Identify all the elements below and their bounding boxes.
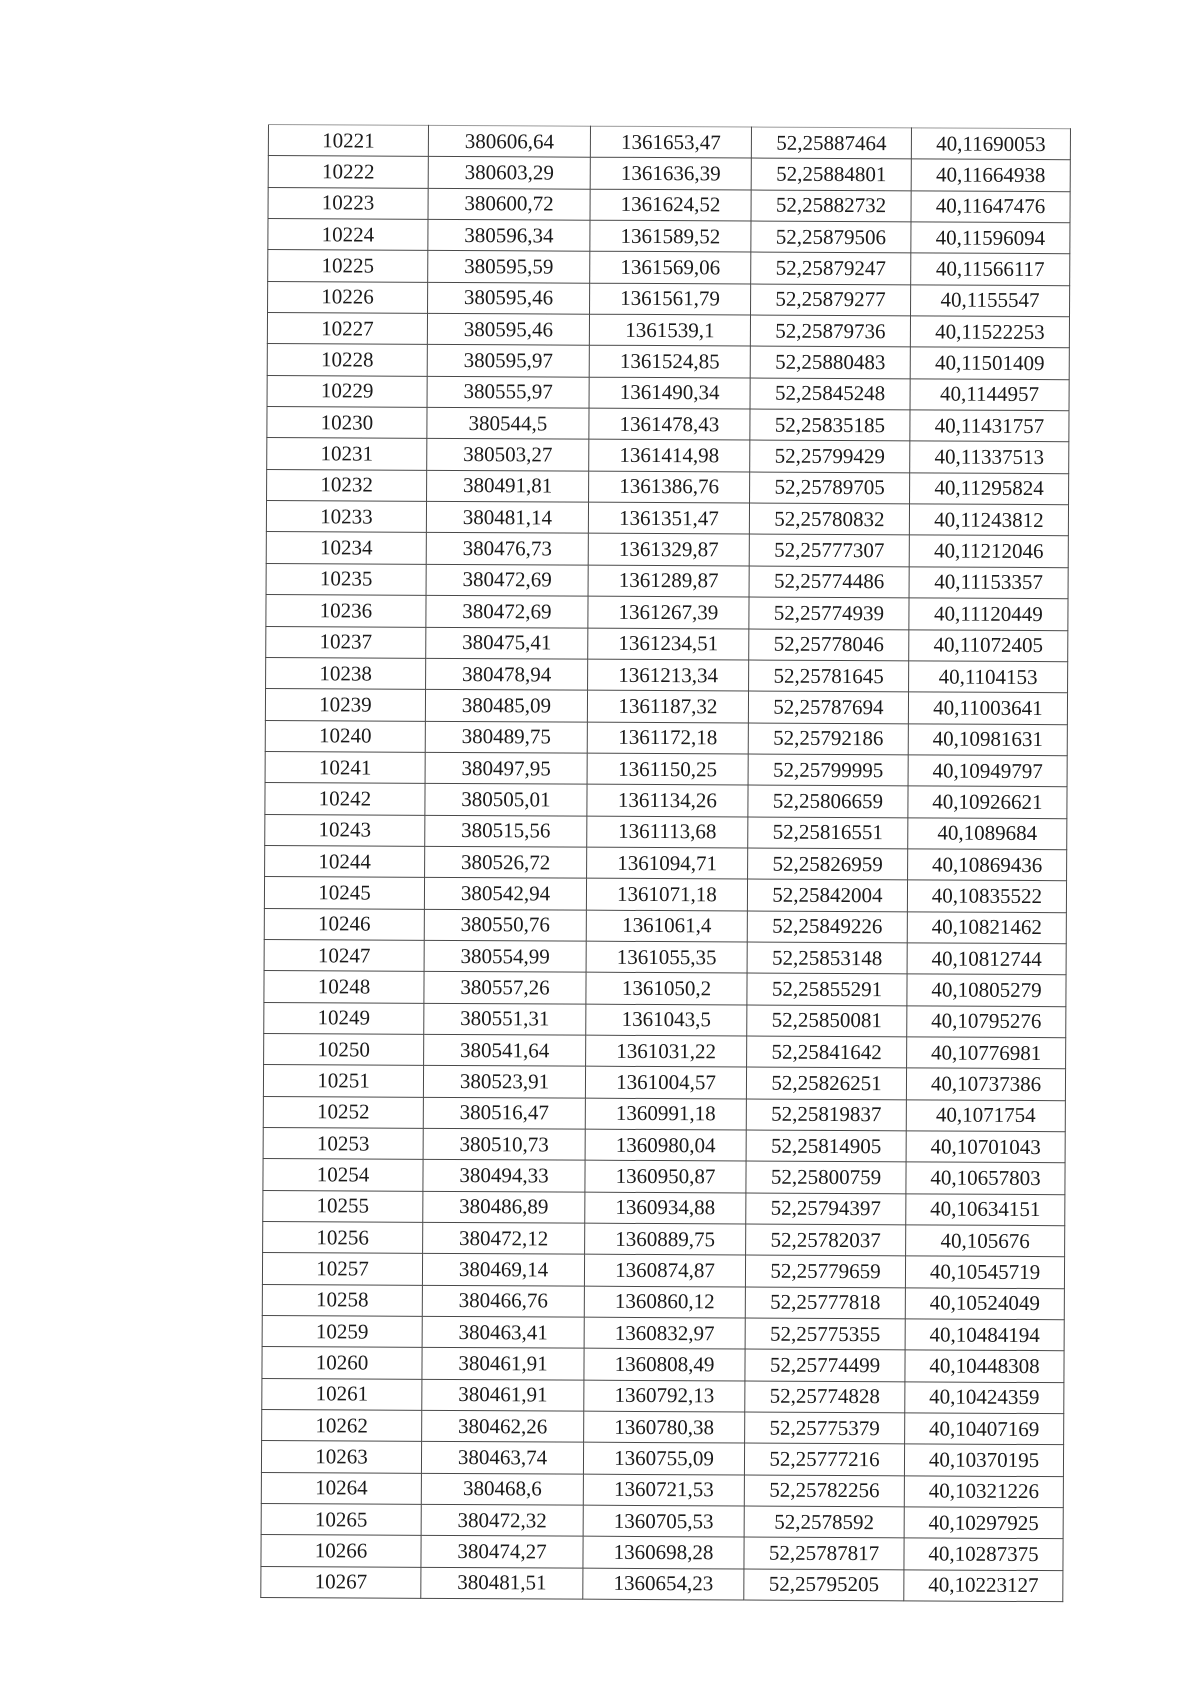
y-coordinate-cell: 1361172,18 xyxy=(587,722,748,754)
longitude-cell: 40,10812744 xyxy=(907,943,1066,975)
y-coordinate-cell: 1360654,23 xyxy=(583,1568,744,1600)
longitude-cell: 40,10484194 xyxy=(905,1319,1064,1351)
point-number-cell: 10259 xyxy=(262,1316,422,1348)
point-number-cell: 10260 xyxy=(262,1347,422,1379)
longitude-cell: 40,10287375 xyxy=(904,1538,1063,1570)
table-row xyxy=(264,939,1066,975)
x-coordinate-cell: 380596,34 xyxy=(428,219,590,251)
longitude-cell: 40,10297925 xyxy=(904,1507,1063,1539)
table-row xyxy=(266,532,1068,568)
x-coordinate-cell: 380468,6 xyxy=(421,1473,583,1505)
point-number-cell: 10241 xyxy=(265,751,425,783)
longitude-cell: 40,1104153 xyxy=(909,661,1068,693)
x-coordinate-cell: 380476,73 xyxy=(426,533,588,565)
longitude-cell: 40,10981631 xyxy=(908,723,1067,755)
latitude-cell: 52,25855291 xyxy=(747,973,907,1005)
point-number-cell: 10238 xyxy=(266,657,426,689)
x-coordinate-cell: 380489,75 xyxy=(425,721,587,753)
x-coordinate-cell: 380595,46 xyxy=(427,313,589,345)
point-number-cell: 10233 xyxy=(266,501,426,533)
table-row xyxy=(268,125,1070,161)
x-coordinate-cell: 380510,73 xyxy=(423,1128,585,1160)
longitude-cell: 40,10869436 xyxy=(908,849,1067,881)
y-coordinate-cell: 1360980,04 xyxy=(585,1129,746,1161)
x-coordinate-cell: 380595,97 xyxy=(427,345,589,377)
point-number-cell: 10235 xyxy=(266,563,426,595)
y-coordinate-cell: 1360792,13 xyxy=(584,1380,745,1412)
y-coordinate-cell: 1360991,18 xyxy=(585,1098,746,1130)
y-coordinate-cell: 1360950,87 xyxy=(585,1161,746,1193)
longitude-cell: 40,1155547 xyxy=(911,285,1070,317)
y-coordinate-cell: 1360934,88 xyxy=(585,1192,746,1224)
table-row xyxy=(264,877,1066,913)
point-number-cell: 10252 xyxy=(263,1096,423,1128)
y-coordinate-cell: 1361478,43 xyxy=(589,408,750,440)
x-coordinate-cell: 380595,59 xyxy=(428,251,590,283)
longitude-cell: 40,1144957 xyxy=(910,379,1069,411)
longitude-cell: 40,11566117 xyxy=(911,253,1070,285)
x-coordinate-cell: 380462,26 xyxy=(422,1410,584,1442)
point-number-cell: 10264 xyxy=(261,1472,421,1504)
longitude-cell: 40,11501409 xyxy=(910,347,1069,379)
x-coordinate-cell: 380466,76 xyxy=(422,1285,584,1317)
longitude-cell: 40,10926621 xyxy=(908,786,1067,818)
latitude-cell: 52,25884801 xyxy=(751,158,911,190)
x-coordinate-cell: 380475,41 xyxy=(426,627,588,659)
longitude-cell: 40,1071754 xyxy=(906,1100,1065,1132)
point-number-cell: 10266 xyxy=(261,1535,421,1567)
table-row xyxy=(266,501,1068,537)
x-coordinate-cell: 380554,99 xyxy=(424,940,586,972)
longitude-cell: 40,105676 xyxy=(906,1225,1065,1257)
latitude-cell: 52,25787817 xyxy=(744,1537,904,1569)
latitude-cell: 52,25782037 xyxy=(746,1224,906,1256)
longitude-cell: 40,10524049 xyxy=(905,1288,1064,1320)
table-row xyxy=(262,1316,1064,1352)
table-row xyxy=(268,281,1070,317)
x-coordinate-cell: 380461,91 xyxy=(422,1379,584,1411)
x-coordinate-cell: 380606,64 xyxy=(428,125,590,157)
longitude-cell: 40,11003641 xyxy=(908,692,1067,724)
point-number-cell: 10256 xyxy=(263,1222,423,1254)
latitude-cell: 52,25777307 xyxy=(749,534,909,566)
latitude-cell: 52,25835185 xyxy=(750,409,910,441)
x-coordinate-cell: 380472,12 xyxy=(423,1222,585,1254)
longitude-cell: 40,10448308 xyxy=(905,1350,1064,1382)
coordinates-table xyxy=(260,124,1071,1602)
x-coordinate-cell: 380497,95 xyxy=(425,752,587,784)
y-coordinate-cell: 1360705,53 xyxy=(583,1505,744,1537)
longitude-cell: 40,11664938 xyxy=(911,159,1070,191)
x-coordinate-cell: 380503,27 xyxy=(427,439,589,471)
point-number-cell: 10249 xyxy=(264,1002,424,1034)
x-coordinate-cell: 380494,33 xyxy=(423,1160,585,1192)
y-coordinate-cell: 1361589,52 xyxy=(590,220,751,252)
table-row xyxy=(266,657,1068,693)
point-number-cell: 10251 xyxy=(263,1065,423,1097)
table-row xyxy=(268,187,1070,223)
y-coordinate-cell: 1361187,32 xyxy=(587,690,748,722)
longitude-cell: 40,10805279 xyxy=(907,974,1066,1006)
table-row xyxy=(267,313,1069,349)
longitude-cell: 40,10321226 xyxy=(904,1476,1063,1508)
latitude-cell: 52,25816551 xyxy=(748,817,908,849)
point-number-cell: 10226 xyxy=(268,281,428,313)
latitude-cell: 52,25853148 xyxy=(747,942,907,974)
point-number-cell: 10247 xyxy=(264,939,424,971)
y-coordinate-cell: 1360780,38 xyxy=(584,1411,745,1443)
table-row xyxy=(266,626,1068,662)
x-coordinate-cell: 380550,76 xyxy=(424,909,586,941)
y-coordinate-cell: 1360698,28 xyxy=(583,1537,744,1569)
point-number-cell: 10239 xyxy=(265,689,425,721)
x-coordinate-cell: 380486,89 xyxy=(423,1191,585,1223)
point-number-cell: 10225 xyxy=(268,250,428,282)
x-coordinate-cell: 380485,09 xyxy=(425,690,587,722)
y-coordinate-cell: 1361561,79 xyxy=(590,283,751,315)
y-coordinate-cell: 1361213,34 xyxy=(588,659,749,691)
x-coordinate-cell: 380526,72 xyxy=(425,846,587,878)
y-coordinate-cell: 1361031,22 xyxy=(586,1035,747,1067)
table-row xyxy=(264,908,1066,944)
longitude-cell: 40,10821462 xyxy=(907,911,1066,943)
point-number-cell: 10223 xyxy=(268,187,428,219)
longitude-cell: 40,11120449 xyxy=(909,598,1068,630)
point-number-cell: 10237 xyxy=(266,626,426,658)
latitude-cell: 52,25781645 xyxy=(749,660,909,692)
longitude-cell: 40,10835522 xyxy=(907,880,1066,912)
y-coordinate-cell: 1361524,85 xyxy=(589,346,750,378)
y-coordinate-cell: 1361061,4 xyxy=(586,910,747,942)
point-number-cell: 10227 xyxy=(267,313,427,345)
latitude-cell: 52,25826959 xyxy=(748,848,908,880)
table-row xyxy=(261,1566,1063,1602)
latitude-cell: 52,25819837 xyxy=(746,1099,906,1131)
latitude-cell: 52,25879736 xyxy=(750,315,910,347)
y-coordinate-cell: 1361414,98 xyxy=(589,440,750,472)
table-row xyxy=(262,1378,1064,1414)
point-number-cell: 10245 xyxy=(264,877,424,909)
point-number-cell: 10250 xyxy=(264,1033,424,1065)
table-row xyxy=(264,971,1066,1007)
point-number-cell: 10253 xyxy=(263,1127,423,1159)
y-coordinate-cell: 1361234,51 xyxy=(588,628,749,660)
longitude-cell: 40,10657803 xyxy=(906,1162,1065,1194)
y-coordinate-cell: 1361490,34 xyxy=(589,377,750,409)
table-row xyxy=(266,563,1068,599)
point-number-cell: 10265 xyxy=(261,1504,421,1536)
y-coordinate-cell: 1361624,52 xyxy=(590,189,751,221)
table-row xyxy=(263,1096,1065,1132)
table-row xyxy=(262,1410,1064,1446)
table-row xyxy=(267,438,1069,474)
latitude-cell: 52,25800759 xyxy=(746,1161,906,1193)
table-row xyxy=(265,845,1067,881)
point-number-cell: 10221 xyxy=(268,125,428,157)
table-row xyxy=(265,689,1067,725)
y-coordinate-cell: 1360889,75 xyxy=(585,1223,746,1255)
x-coordinate-cell: 380603,29 xyxy=(428,157,590,189)
longitude-cell: 40,11243812 xyxy=(909,504,1068,536)
table-row xyxy=(265,751,1067,787)
point-number-cell: 10267 xyxy=(261,1566,421,1598)
latitude-cell: 52,25779659 xyxy=(745,1255,905,1287)
longitude-cell: 40,11596094 xyxy=(911,222,1070,254)
table-row xyxy=(267,469,1069,505)
latitude-cell: 52,25774939 xyxy=(749,597,909,629)
point-number-cell: 10261 xyxy=(262,1378,422,1410)
longitude-cell: 40,10223127 xyxy=(904,1570,1063,1602)
latitude-cell: 52,25775355 xyxy=(745,1318,905,1350)
y-coordinate-cell: 1360808,49 xyxy=(584,1349,745,1381)
y-coordinate-cell: 1361289,87 xyxy=(588,565,749,597)
y-coordinate-cell: 1360832,97 xyxy=(584,1317,745,1349)
x-coordinate-cell: 380481,51 xyxy=(421,1567,583,1599)
longitude-cell: 40,11431757 xyxy=(910,410,1069,442)
x-coordinate-cell: 380544,5 xyxy=(427,407,589,439)
x-coordinate-cell: 380542,94 xyxy=(424,878,586,910)
point-number-cell: 10254 xyxy=(263,1159,423,1191)
x-coordinate-cell: 380557,26 xyxy=(424,972,586,1004)
table-row xyxy=(267,375,1069,411)
point-number-cell: 10242 xyxy=(265,783,425,815)
latitude-cell: 52,25879277 xyxy=(751,284,911,316)
point-number-cell: 10228 xyxy=(267,344,427,376)
latitude-cell: 52,25806659 xyxy=(748,785,908,817)
latitude-cell: 52,25789705 xyxy=(750,472,910,504)
y-coordinate-cell: 1361150,25 xyxy=(587,753,748,785)
longitude-cell: 40,10545719 xyxy=(905,1256,1064,1288)
x-coordinate-cell: 380472,69 xyxy=(426,564,588,596)
point-number-cell: 10244 xyxy=(265,845,425,877)
latitude-cell: 52,25777216 xyxy=(744,1443,904,1475)
latitude-cell: 52,25778046 xyxy=(749,629,909,661)
point-number-cell: 10258 xyxy=(262,1284,422,1316)
latitude-cell: 52,2578592 xyxy=(744,1506,904,1538)
latitude-cell: 52,25795205 xyxy=(744,1569,904,1601)
x-coordinate-cell: 380523,91 xyxy=(423,1066,585,1098)
y-coordinate-cell: 1361134,26 xyxy=(587,784,748,816)
latitude-cell: 52,25849226 xyxy=(747,911,907,943)
point-number-cell: 10248 xyxy=(264,971,424,1003)
x-coordinate-cell: 380505,01 xyxy=(425,784,587,816)
y-coordinate-cell: 1361071,18 xyxy=(586,878,747,910)
point-number-cell: 10232 xyxy=(267,469,427,501)
x-coordinate-cell: 380600,72 xyxy=(428,188,590,220)
latitude-cell: 52,25841642 xyxy=(747,1036,907,1068)
y-coordinate-cell: 1361055,35 xyxy=(586,941,747,973)
latitude-cell: 52,25799995 xyxy=(748,754,908,786)
table-row xyxy=(261,1535,1063,1571)
longitude-cell: 40,11690053 xyxy=(911,128,1070,160)
x-coordinate-cell: 380481,14 xyxy=(426,501,588,533)
table-row xyxy=(261,1472,1063,1508)
point-number-cell: 10257 xyxy=(262,1253,422,1285)
x-coordinate-cell: 380595,46 xyxy=(428,282,590,314)
latitude-cell: 52,25774486 xyxy=(749,566,909,598)
longitude-cell: 40,1089684 xyxy=(908,817,1067,849)
x-coordinate-cell: 380478,94 xyxy=(426,658,588,690)
table-row xyxy=(264,1002,1066,1038)
point-number-cell: 10222 xyxy=(268,156,428,188)
table-row xyxy=(263,1190,1065,1226)
table-row xyxy=(262,1253,1064,1289)
point-number-cell: 10224 xyxy=(268,219,428,251)
longitude-cell: 40,10701043 xyxy=(906,1131,1065,1163)
latitude-cell: 52,25799429 xyxy=(750,440,910,472)
table-row xyxy=(268,156,1070,192)
longitude-cell: 40,10795276 xyxy=(907,1005,1066,1037)
longitude-cell: 40,10407169 xyxy=(905,1413,1064,1445)
longitude-cell: 40,11337513 xyxy=(910,441,1069,473)
longitude-cell: 40,11522253 xyxy=(910,316,1069,348)
y-coordinate-cell: 1360721,53 xyxy=(583,1474,744,1506)
table-row xyxy=(263,1159,1065,1195)
x-coordinate-cell: 380463,41 xyxy=(422,1316,584,1348)
y-coordinate-cell: 1361004,57 xyxy=(585,1066,746,1098)
y-coordinate-cell: 1361386,76 xyxy=(589,471,750,503)
x-coordinate-cell: 380491,81 xyxy=(427,470,589,502)
x-coordinate-cell: 380469,14 xyxy=(422,1254,584,1286)
latitude-cell: 52,25782256 xyxy=(744,1475,904,1507)
y-coordinate-cell: 1361050,2 xyxy=(586,972,747,1004)
latitude-cell: 52,25845248 xyxy=(750,378,910,410)
longitude-cell: 40,11153357 xyxy=(909,567,1068,599)
latitude-cell: 52,25850081 xyxy=(747,1005,907,1037)
table-row xyxy=(268,219,1070,255)
x-coordinate-cell: 380474,27 xyxy=(421,1536,583,1568)
latitude-cell: 52,25774828 xyxy=(745,1381,905,1413)
table-row xyxy=(267,407,1069,443)
y-coordinate-cell: 1361539,1 xyxy=(589,314,750,346)
x-coordinate-cell: 380516,47 xyxy=(423,1097,585,1129)
point-number-cell: 10246 xyxy=(264,908,424,940)
table-row xyxy=(263,1127,1065,1163)
latitude-cell: 52,25777818 xyxy=(745,1287,905,1319)
latitude-cell: 52,25880483 xyxy=(750,346,910,378)
longitude-cell: 40,10370195 xyxy=(904,1444,1063,1476)
x-coordinate-cell: 380515,56 xyxy=(425,815,587,847)
latitude-cell: 52,25775379 xyxy=(745,1412,905,1444)
y-coordinate-cell: 1361043,5 xyxy=(586,1004,747,1036)
y-coordinate-cell: 1361094,71 xyxy=(587,847,748,879)
latitude-cell: 52,25826251 xyxy=(746,1067,906,1099)
y-coordinate-cell: 1360874,87 xyxy=(584,1255,745,1287)
x-coordinate-cell: 380551,31 xyxy=(424,1003,586,1035)
latitude-cell: 52,25780832 xyxy=(749,503,909,535)
longitude-cell: 40,11647476 xyxy=(911,191,1070,223)
latitude-cell: 52,25879506 xyxy=(751,221,911,253)
point-number-cell: 10263 xyxy=(261,1441,421,1473)
latitude-cell: 52,25879247 xyxy=(751,252,911,284)
point-number-cell: 10255 xyxy=(263,1190,423,1222)
table-row xyxy=(263,1222,1065,1258)
longitude-cell: 40,10634151 xyxy=(906,1194,1065,1226)
point-number-cell: 10262 xyxy=(262,1410,422,1442)
table-row xyxy=(262,1347,1064,1383)
coordinates-table-body xyxy=(261,125,1071,1602)
point-number-cell: 10236 xyxy=(266,595,426,627)
longitude-cell: 40,11295824 xyxy=(910,473,1069,505)
y-coordinate-cell: 1361267,39 xyxy=(588,596,749,628)
latitude-cell: 52,25842004 xyxy=(747,879,907,911)
point-number-cell: 10234 xyxy=(266,532,426,564)
table-row xyxy=(262,1284,1064,1320)
table-row xyxy=(261,1441,1063,1477)
y-coordinate-cell: 1361653,47 xyxy=(590,126,751,158)
latitude-cell: 52,25882732 xyxy=(751,190,911,222)
y-coordinate-cell: 1361351,47 xyxy=(588,502,749,534)
latitude-cell: 52,25887464 xyxy=(751,127,911,159)
table-row xyxy=(266,595,1068,631)
table-row xyxy=(265,814,1067,850)
x-coordinate-cell: 380463,74 xyxy=(421,1442,583,1474)
x-coordinate-cell: 380461,91 xyxy=(422,1348,584,1380)
y-coordinate-cell: 1361636,39 xyxy=(590,158,751,190)
x-coordinate-cell: 380541,64 xyxy=(424,1034,586,1066)
longitude-cell: 40,10737386 xyxy=(906,1068,1065,1100)
longitude-cell: 40,11212046 xyxy=(909,535,1068,567)
longitude-cell: 40,10424359 xyxy=(905,1382,1064,1414)
longitude-cell: 40,10949797 xyxy=(908,755,1067,787)
table-row xyxy=(264,1033,1066,1069)
latitude-cell: 52,25792186 xyxy=(748,723,908,755)
x-coordinate-cell: 380472,32 xyxy=(421,1504,583,1536)
point-number-cell: 10229 xyxy=(267,375,427,407)
latitude-cell: 52,25794397 xyxy=(746,1193,906,1225)
point-number-cell: 10231 xyxy=(267,438,427,470)
latitude-cell: 52,25774499 xyxy=(745,1349,905,1381)
point-number-cell: 10240 xyxy=(265,720,425,752)
x-coordinate-cell: 380555,97 xyxy=(427,376,589,408)
table-row xyxy=(261,1504,1063,1540)
longitude-cell: 40,10776981 xyxy=(907,1037,1066,1069)
point-number-cell: 10243 xyxy=(265,814,425,846)
point-number-cell: 10230 xyxy=(267,407,427,439)
y-coordinate-cell: 1361113,68 xyxy=(587,816,748,848)
longitude-cell: 40,11072405 xyxy=(909,629,1068,661)
table-row xyxy=(267,344,1069,380)
y-coordinate-cell: 1361569,06 xyxy=(590,252,751,284)
table-row xyxy=(263,1065,1065,1101)
y-coordinate-cell: 1360755,09 xyxy=(583,1443,744,1475)
table-row xyxy=(268,250,1070,286)
y-coordinate-cell: 1361329,87 xyxy=(588,534,749,566)
latitude-cell: 52,25787694 xyxy=(748,691,908,723)
latitude-cell: 52,25814905 xyxy=(746,1130,906,1162)
table-row xyxy=(265,720,1067,756)
y-coordinate-cell: 1360860,12 xyxy=(584,1286,745,1318)
x-coordinate-cell: 380472,69 xyxy=(426,595,588,627)
table-row xyxy=(265,783,1067,819)
